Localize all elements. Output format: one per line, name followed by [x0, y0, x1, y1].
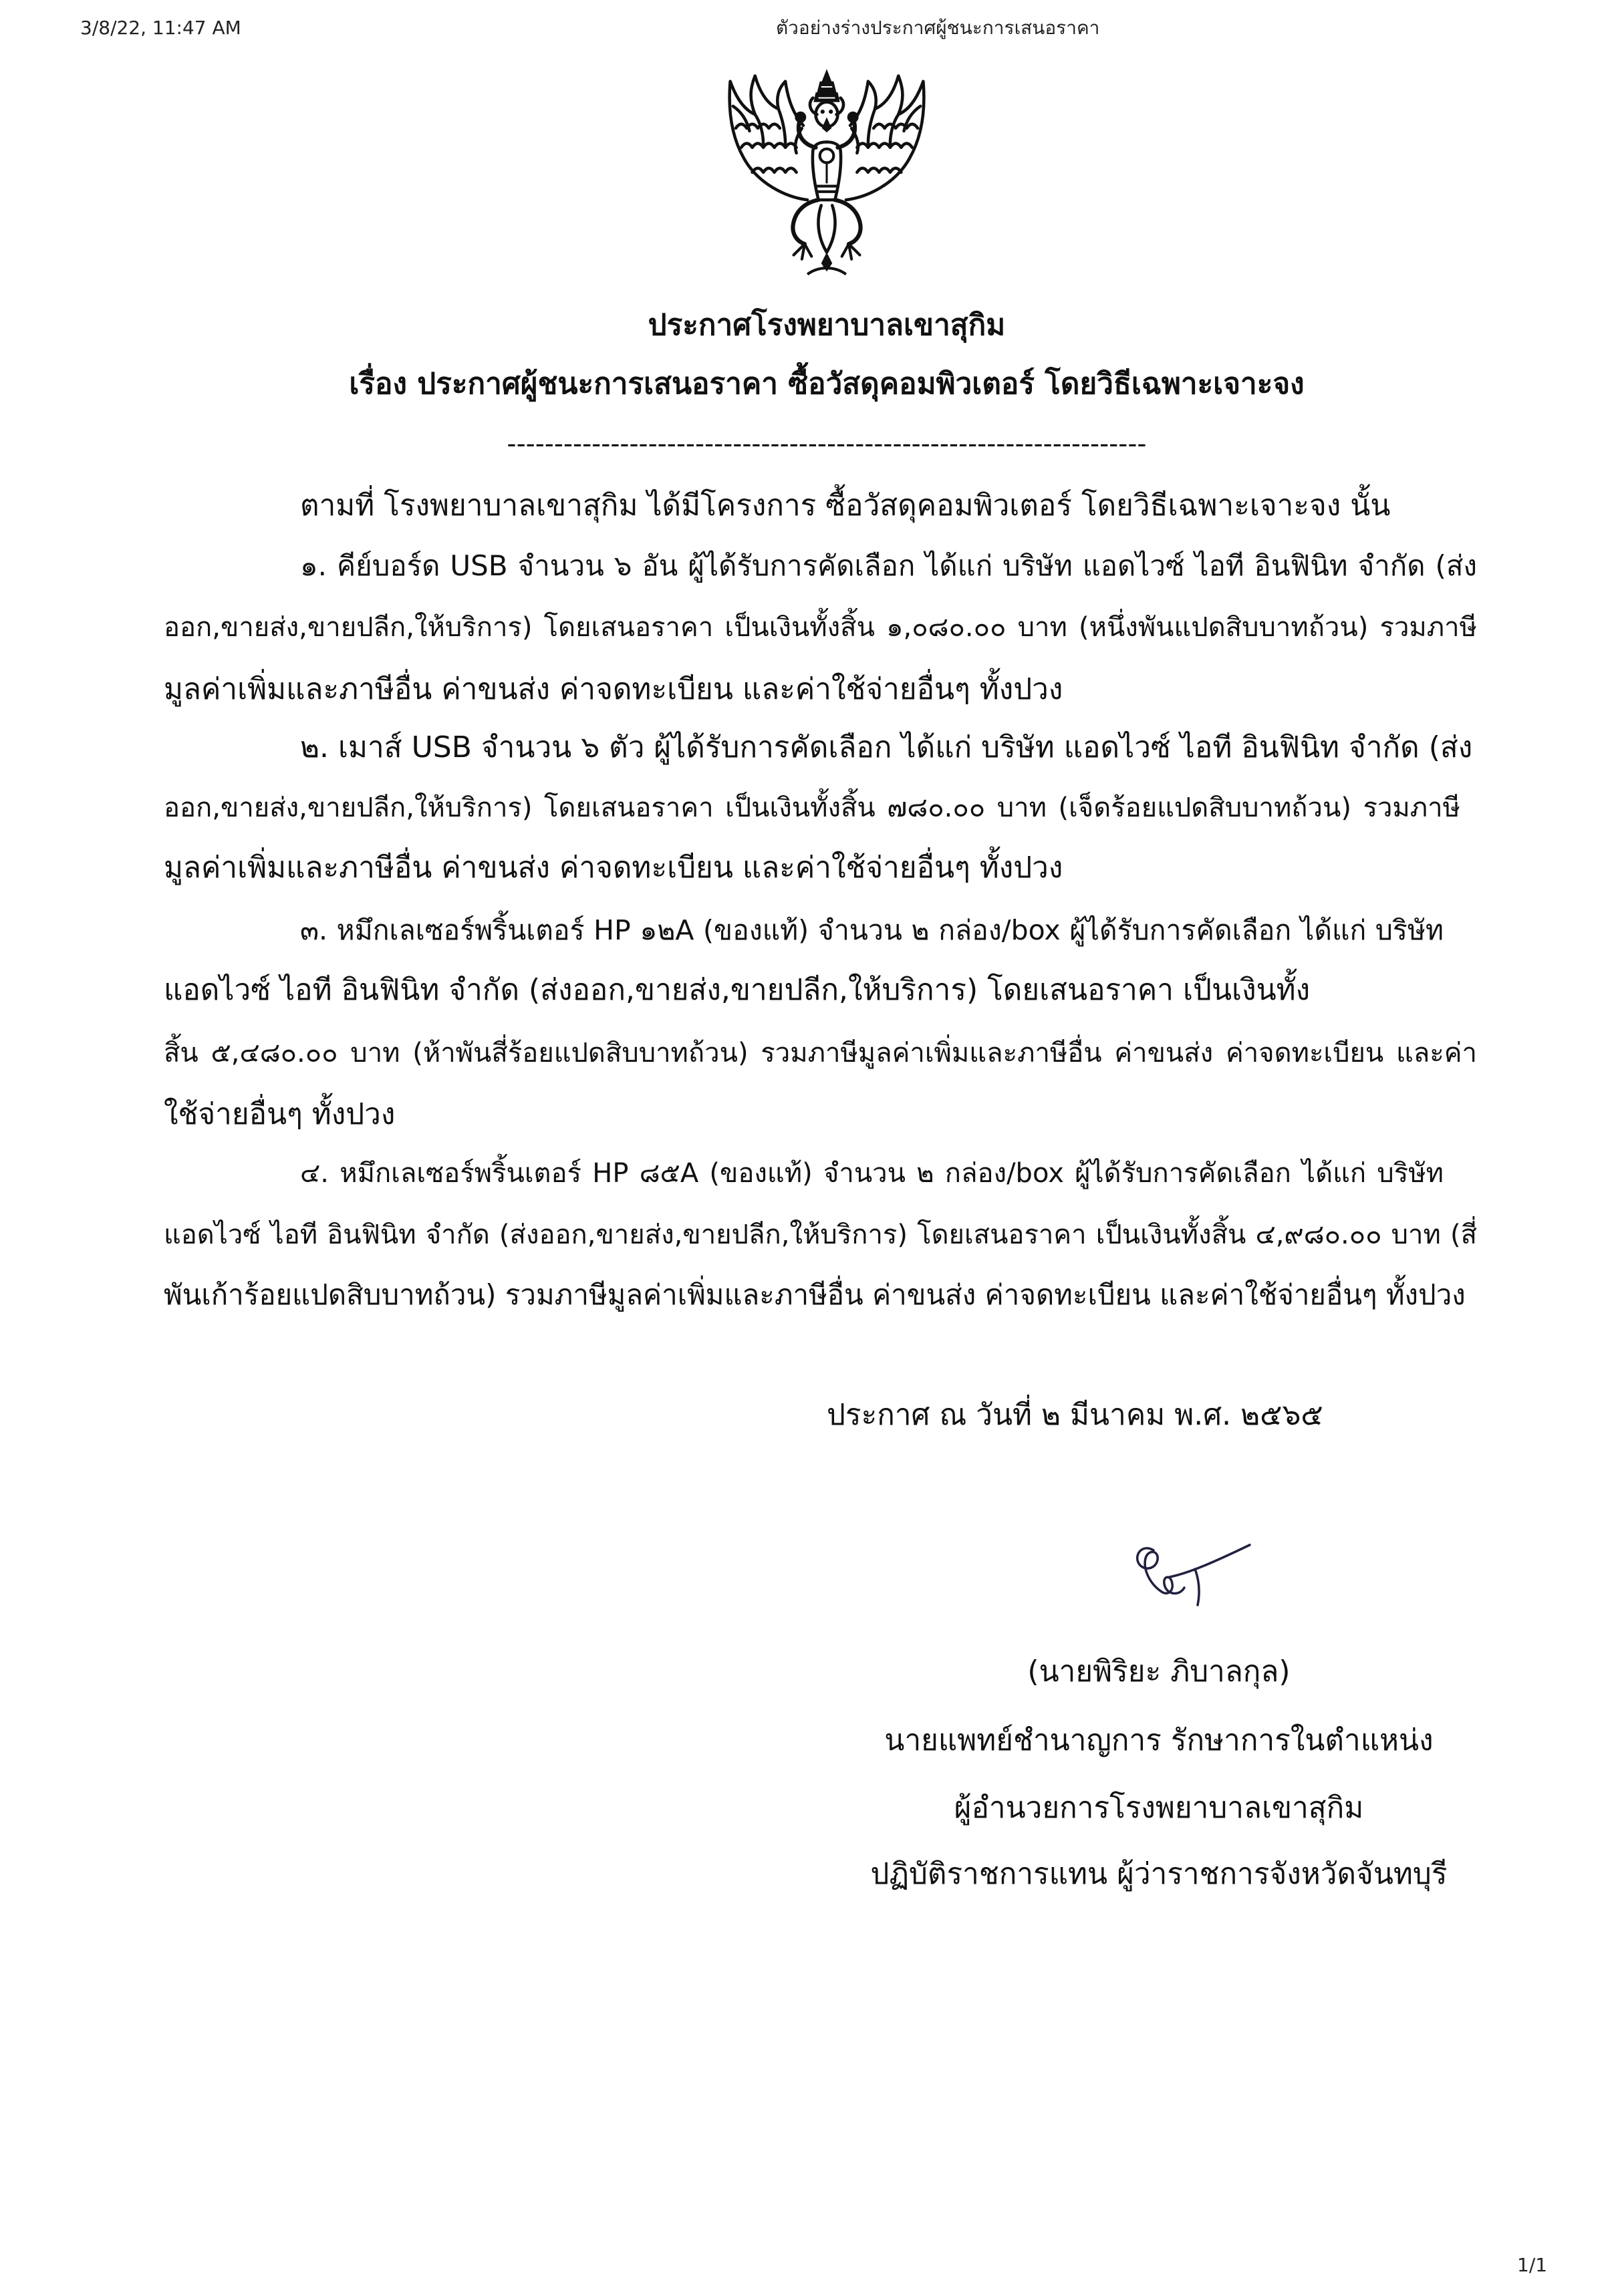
- garuda-emblem-icon: [716, 64, 937, 286]
- item-3-line-3: สิ้น ๕,๔๘๐.๐๐ บาท (ห้าพันสี่ร้อยแปดสิบบาทถ้วน) รวมภาษีมูลค่าเพิ่มและภาษีอื่น ค่าขนส่ง ค่าจดทะเบียน และค่า: [164, 1038, 1477, 1068]
- intro-paragraph: ตามที่ โรงพยาบาลเขาสุกิม ได้มีโครงการ ซื้อวัสดุคอมพิวเตอร์ โดยวิธีเฉพาะเจาะจง นั้น: [300, 488, 1391, 523]
- title-divider: --------------------------------------------------------------------: [507, 429, 1147, 459]
- signer-position-2: ผู้อำนวยการโรงพยาบาลเขาสุกิม: [954, 1791, 1364, 1825]
- item-1-line-1: ๑. คีย์บอร์ด USB จำนวน ๖ อัน ผู้ได้รับการคัดเลือก ได้แก่ บริษัท แอดไวซ์ ไอที อินฟินิท จำกัด (ส่ง: [300, 549, 1477, 582]
- item-2-line-1: ๒. เมาส์ USB จำนวน ๖ ตัว ผู้ได้รับการคัดเลือก ได้แก่ บริษัท แอดไวซ์ ไอที อินฟินิท จำกัด (ส่ง: [300, 730, 1473, 764]
- signer-name: (นายพิริยะ ภิบาลกุล): [1027, 1655, 1291, 1689]
- item-3-line-1: ๓. หมึกเลเซอร์พริ้นเตอร์ HP ๑๒A (ของแท้) จำนวน ๒ กล่อง/box ผู้ได้รับการคัดเลือก ได้แก่ บริษัท: [300, 914, 1444, 946]
- item-4-line-2: แอดไวซ์ ไอที อินฟินิท จำกัด (ส่งออก,ขายส่ง,ขายปลีก,ให้บริการ) โดยเสนอราคา เป็นเงินทั้งสิ้น ๔,๙๘๐.๐๐ บาท (สี่: [164, 1219, 1477, 1250]
- item-3-line-2: แอดไวซ์ ไอที อินฟินิท จำกัด (ส่งออก,ขายส่ง,ขายปลีก,ให้บริการ) โดยเสนอราคา เป็นเงินทั้ง: [164, 973, 1311, 1007]
- page-number: 1/1: [1517, 2254, 1548, 2276]
- item-1-line-2: ออก,ขายส่ง,ขายปลีก,ให้บริการ) โดยเสนอราคา เป็นเงินทั้งสิ้น ๑,๐๘๐.๐๐ บาท (หนึ่งพันแปดสิบบาทถ้วน) รวมภาษี: [164, 612, 1477, 643]
- item-4-line-3: พันเก้าร้อยแปดสิบบาทถ้วน) รวมภาษีมูลค่าเพิ่มและภาษีอื่น ค่าขนส่ง ค่าจดทะเบียน และค่าใช้จ่ายอื่นๆ ทั้งปวง: [164, 1278, 1466, 1311]
- print-document-title: ตัวอย่างร่างประกาศผู้ชนะการเสนอราคา: [776, 17, 1100, 39]
- item-1-line-3: มูลค่าเพิ่มและภาษีอื่น ค่าขนส่ง ค่าจดทะเบียน และค่าใช้จ่ายอื่นๆ ทั้งปวง: [164, 672, 1063, 706]
- signer-position-3: ปฏิบัติราชการแทน ผู้ว่าราชการจังหวัดจันทบุรี: [870, 1857, 1448, 1891]
- announcement-date: ประกาศ ณ วันที่ ๒ มีนาคม พ.ศ. ๒๕๖๕: [827, 1398, 1323, 1432]
- item-4-line-1: ๔. หมึกเลเซอร์พริ้นเตอร์ HP ๘๕A (ของแท้) จำนวน ๒ กล่อง/box ผู้ได้รับการคัดเลือก ได้แก่ บริษัท: [300, 1158, 1444, 1189]
- print-datetime: 3/8/22, 11:47 AM: [80, 17, 241, 39]
- item-2-line-2: ออก,ขายส่ง,ขายปลีก,ให้บริการ) โดยเสนอราคา เป็นเงินทั้งสิ้น ๗๘๐.๐๐ บาท (เจ็ดร้อยแปดสิบบาทถ้วน) รวมภาษี: [164, 793, 1460, 823]
- handwritten-signature: [1123, 1530, 1256, 1624]
- signer-position-1: นายแพทย์ชำนาญการ รักษาการในตำแหน่ง: [884, 1723, 1434, 1757]
- item-3-line-4: ใช้จ่ายอื่นๆ ทั้งปวง: [164, 1097, 396, 1131]
- announcement-subject: เรื่อง ประกาศผู้ชนะการเสนอราคา ซื้อวัสดุคอมพิวเตอร์ โดยวิธีเฉพาะเจาะจง: [349, 367, 1305, 401]
- announcement-title: ประกาศโรงพยาบาลเขาสุกิม: [648, 308, 1006, 342]
- item-2-line-3: มูลค่าเพิ่มและภาษีอื่น ค่าขนส่ง ค่าจดทะเบียน และค่าใช้จ่ายอื่นๆ ทั้งปวง: [164, 851, 1063, 885]
